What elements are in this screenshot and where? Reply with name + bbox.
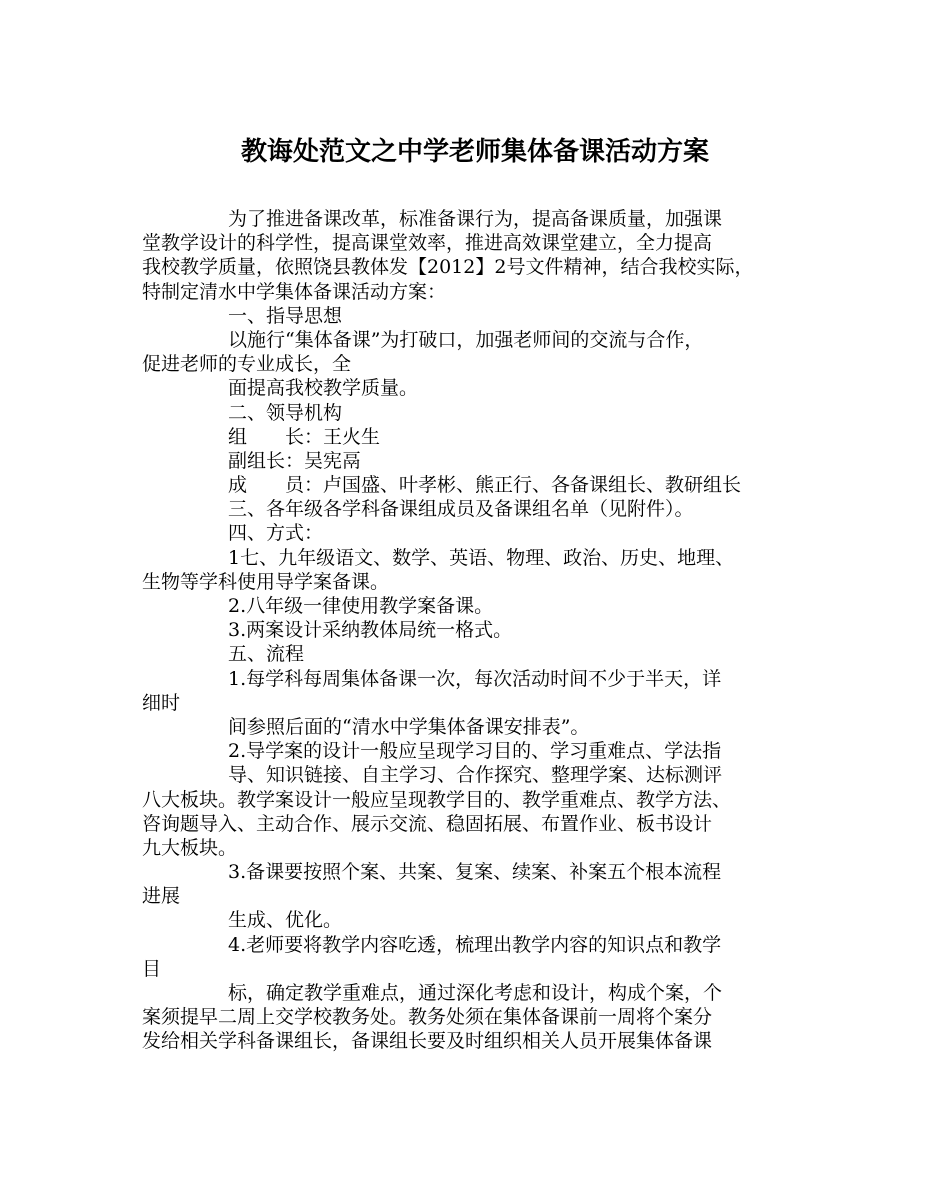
document-title: 教诲处范文之中学老师集体备课活动方案 [240,137,709,167]
body-line: 细时 [142,691,181,714]
body-line: 1.每学科每周集体备课一次，每次活动时间不少于半天，详 [228,667,722,690]
body-line: 一、指导思想 [228,304,343,327]
body-line: 组 长：王火生 [228,425,381,448]
body-line: 二、领导机构 [228,401,343,424]
body-line: 1七、九年级语文、数学、英语、物理、政治、历史、地理、 [228,546,735,569]
body-line: 副组长：吴宪鬲 [228,449,362,472]
body-line: 八大板块。教学案设计一般应呈现教学目的、教学重难点、教学方法、 [142,788,732,811]
body-line: 以施行“集体备课”为打破口，加强老师间的交流与合作， [228,328,704,351]
document-body [142,207,822,1054]
body-line: 发给相关学科备课组长，备课组长要及时组织相关人员开展集体备课 [142,1030,713,1053]
body-line: 标，确定教学重难点，通过深化考虑和设计，构成个案，个 [228,982,723,1004]
body-line: 生成、优化。 [228,909,343,932]
body-line: 为了推进备课改革，标准备课行为，提高备课质量，加强课 [228,208,723,230]
body-line: 九大板块。 [142,836,238,859]
body-line: 成 员：卢国盛、叶孝彬、熊正行、各备课组长、教研组长 [228,474,742,497]
body-line: 4.老师要将教学内容吃透，梳理出教学内容的知识点和教学 [228,933,722,956]
body-line: 3.备课要按照个案、共案、复案、续案、补案五个根本流程 [228,861,722,884]
body-line: 四、方式： [228,522,324,545]
body-line: 面提高我校教学质量。 [228,377,419,400]
body-line: 导、知识链接、自主学习、合作探究、整理学案、达标测评 [228,764,723,787]
body-line: 进展 [142,885,181,908]
body-line: 间参照后面的“清水中学集体备课安排表”。 [228,715,590,738]
body-line: 2.八年级一律使用教学案备课。 [228,595,494,617]
body-line: 目 [142,957,162,980]
body-line: 特制定清水中学集体备课活动方案： [142,280,447,303]
body-line: 我校教学质量，依照饶县教体发【2012】2号文件精神，结合我校实际， [142,256,754,279]
body-line: 生物等学科使用导学案备课。 [142,570,390,593]
body-line: 咨询题导入、主动合作、展示交流、稳固拓展、布置作业、板书设计 [142,812,713,835]
body-line: 三、各年级各学科备课组成员及备课组名单（见附件）。 [228,498,694,521]
body-line: 2.导学案的设计一般应呈现学习目的、学习重难点、学法指 [228,740,722,763]
body-line: 促进老师的专业成长，全 [142,353,352,376]
body-line: 案须提早二周上交学校教务处。教务处须在集体备课前一周将个案分 [142,1006,713,1029]
body-line: 堂教学设计的科学性，提高课堂效率，推进高效课堂建立，全力提高 [142,232,713,255]
body-line: 五、流程 [228,643,305,666]
body-line: 3.两案设计采纳教体局统一格式。 [228,619,513,642]
